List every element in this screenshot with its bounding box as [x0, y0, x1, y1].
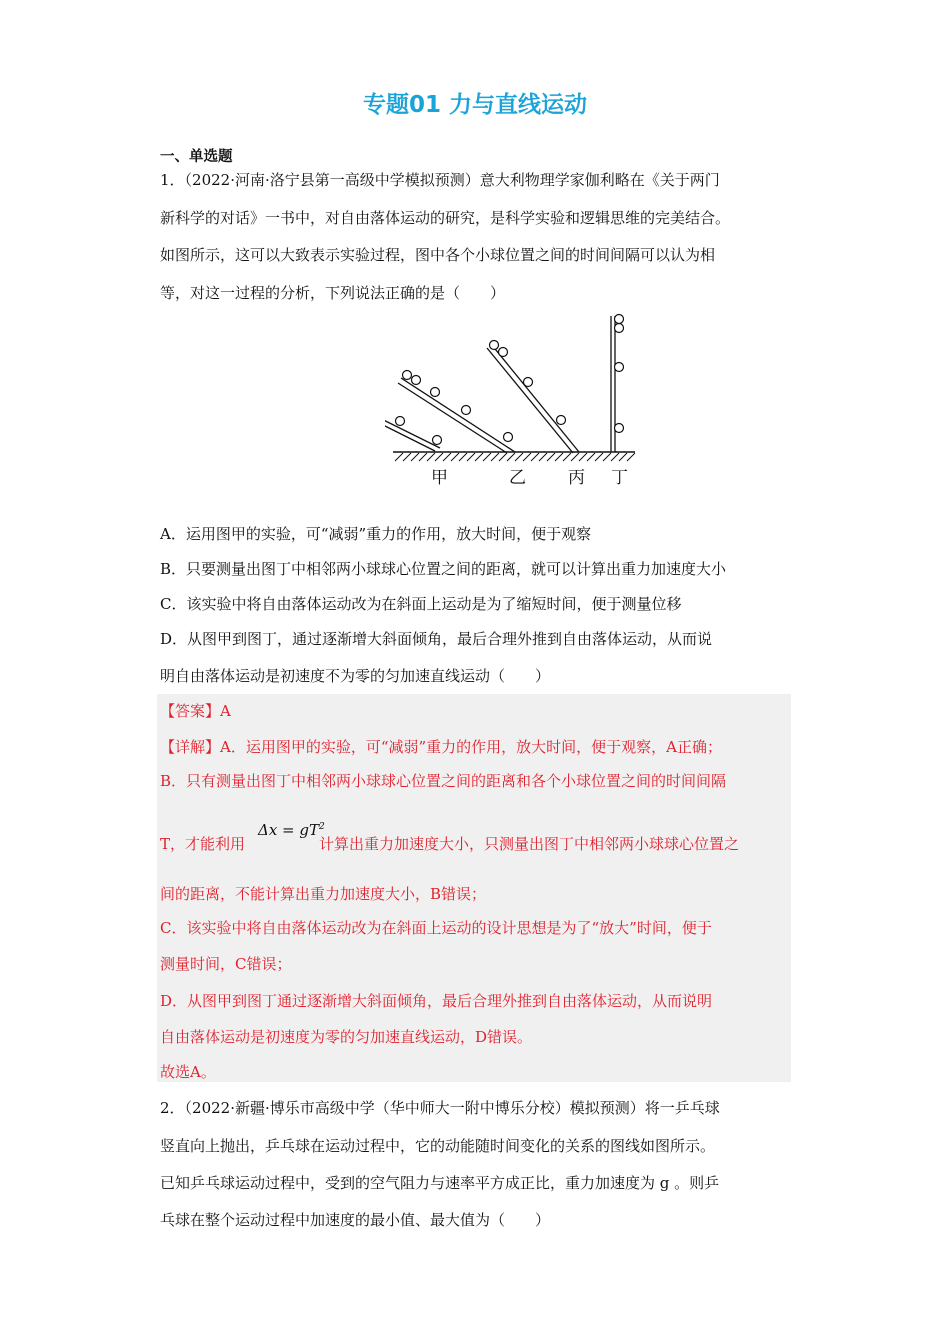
- figure-label-ding: 丁: [611, 468, 628, 488]
- q1-option-c: C．该实验中将自由落体运动改为在斜面上运动是为了缩短时间，便于测量位移: [160, 595, 682, 613]
- q2-line: 乓球在整个运动过程中加速度的最小值、最大值为（ ）: [160, 1211, 551, 1229]
- explain-line: 测量时间，C错误；: [160, 955, 292, 973]
- q1-line: 1．（2022·河南·洛宁县第一高级中学模拟预测）意大利物理学家伽利略在《关于两门: [160, 171, 720, 189]
- q1-line: 如图所示，这可以大致表示实验过程，图中各个小球位置之间的时间间隔可以认为相: [160, 246, 716, 264]
- q2-line: 已知乒乓球运动过程中，受到的空气阻力与速率平方成正比，重力加速度为 g 。则乒: [160, 1174, 720, 1192]
- formula-main: Δx = gT: [258, 821, 320, 839]
- conclusion: 故选A。: [160, 1063, 216, 1081]
- explain-line: 间的距离，不能计算出重力加速度大小，B错误；: [160, 885, 487, 903]
- q2-line: 2．（2022·新疆·博乐市高级中学（华中师大一附中博乐分校）模拟预测）将一乒乓球: [160, 1099, 720, 1117]
- q1-option-d-cont: 明自由落体运动是初速度不为零的匀加速直线运动（ ）: [160, 667, 551, 685]
- explain-line-t: T，才能利用: [160, 835, 246, 853]
- figure-label-jia: 甲: [431, 468, 448, 488]
- explain-line: D．从图甲到图丁通过逐渐增大斜面倾角，最后合理外推到自由落体运动，从而说明: [160, 992, 713, 1010]
- q1-line: 等，对这一过程的分析，下列说法正确的是（ ）: [160, 284, 506, 302]
- q1-option-b: B．只要测量出图丁中相邻两小球球心位置之间的距离，就可以计算出重力加速度大小: [160, 560, 727, 578]
- q1-option-a: A．运用图甲的实验，可“减弱”重力的作用，放大时间，便于观察: [160, 525, 592, 543]
- section-heading: 一、单选题: [160, 148, 233, 165]
- explain-line: 自由落体运动是初速度为零的匀加速直线运动，D错误。: [160, 1028, 533, 1046]
- formula: [258, 821, 325, 839]
- q2-line: 竖直向上抛出，乒乓球在运动过程中，它的动能随时间变化的关系的图线如图所示。: [160, 1137, 716, 1155]
- figure-label-yi: 乙: [509, 468, 526, 488]
- answer-label: 【答案】A: [160, 702, 231, 720]
- explain-line: B．只有测量出图丁中相邻两小球球心位置之间的距离和各个小球位置之间的时间间隔: [160, 772, 727, 790]
- explain-line: 计算出重力加速度大小，只测量出图丁中相邻两小球球心位置之: [319, 835, 740, 853]
- formula-sup: 2: [319, 822, 325, 832]
- explain-line: C．该实验中将自由落体运动改为在斜面上运动的设计思想是为了“放大”时间，便于: [160, 919, 712, 937]
- explain-line: 【详解】A．运用图甲的实验，可“减弱”重力的作用，放大时间，便于观察，A正确；: [160, 738, 723, 756]
- q1-option-d: D．从图甲到图丁，通过逐渐增大斜面倾角，最后合理外推到自由落体运动，从而说: [160, 630, 713, 648]
- page-title: 专题01 力与直线运动: [362, 92, 587, 118]
- q1-line: 新科学的对话》一书中，对自由落体运动的研究，是科学实验和逻辑思维的完美结合。: [160, 209, 731, 227]
- galileo-incline-figure: [385, 308, 645, 492]
- figure-label-bing: 丙: [568, 468, 585, 488]
